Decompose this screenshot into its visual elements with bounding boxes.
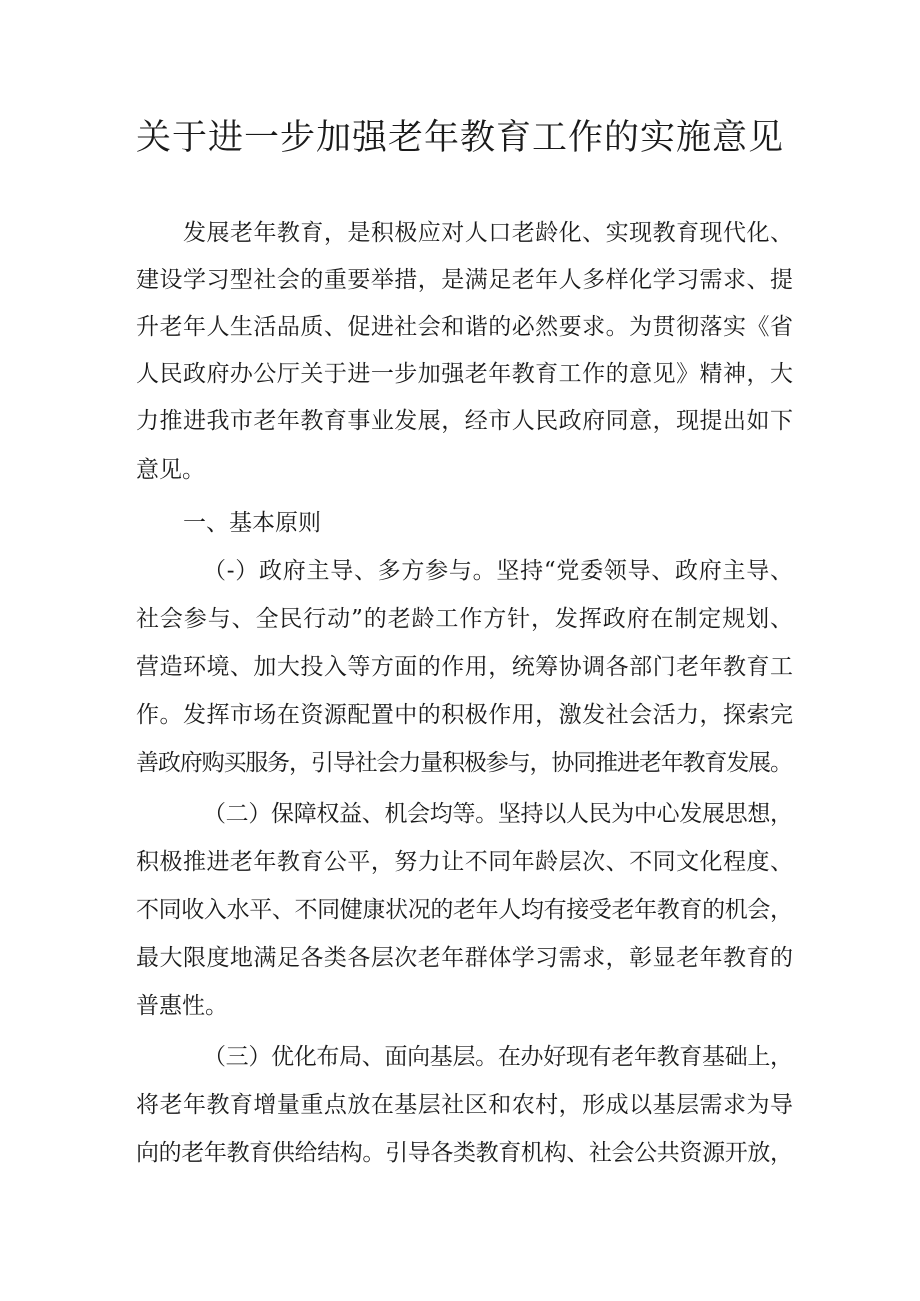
paragraph-line: （二）保障权益、机会均等。坚持以人民为中心发展思想， [203,801,793,827]
paragraph-line: （三）优化布局、面向基层。在办好现有老年教育基础上， [203,1044,793,1070]
paragraph-line: 积极推进老年教育公平，努力让不同年龄层次、不同文化程度、 [136,849,794,875]
paragraph-line: 善政府购买服务，引导社会力量积极参与，协同推进老年教育发展。 [136,750,792,776]
paragraph-line: （-）政府主导、多方参与。坚持“党委领导、政府主导、 [203,558,794,584]
paragraph-line: 意见。 [136,457,205,483]
document-title: 关于进一步加强老年教育工作的实施意见 [135,118,784,158]
paragraph-line: 升老年人生活品质、促进社会和谐的必然要求。为贯彻落实《省 [136,314,794,340]
section-heading: 一、基本原则 [183,510,321,536]
paragraph-line: 普惠性。 [136,993,228,1019]
paragraph-line: 社会参与、全民行动”的老龄工作方针，发挥政府在制定规划、 [136,606,794,632]
paragraph-line: 发展老年教育，是积极应对人口老龄化、实现教育现代化、 [183,220,794,246]
paragraph-line: 最大限度地满足各类各层次老年群体学习需求，彰显老年教育的 [136,945,794,971]
paragraph-line: 人民政府办公厅关于进一步加强老年教育工作的意见》精神，大 [136,361,794,387]
paragraph-line: 将老年教育增量重点放在基层社区和农村，形成以基层需求为导 [136,1092,794,1118]
paragraph-line: 营造环境、加大投入等方面的作用，统筹协调各部门老年教育工 [136,654,794,680]
paragraph-line: 力推进我市老年教育事业发展，经市人民政府同意，现提出如下 [136,408,794,434]
paragraph-line: 作。发挥市场在资源配置中的积极作用，激发社会活力，探索完 [136,702,794,728]
paragraph-line: 向的老年教育供给结构。引导各类教育机构、社会公共资源开放， [136,1140,793,1166]
paragraph-line: 建设学习型社会的重要举措，是满足老年人多样化学习需求、提 [136,267,794,293]
paragraph-line: 不同收入水平、不同健康状况的老年人均有接受老年教育的机会， [136,897,793,923]
